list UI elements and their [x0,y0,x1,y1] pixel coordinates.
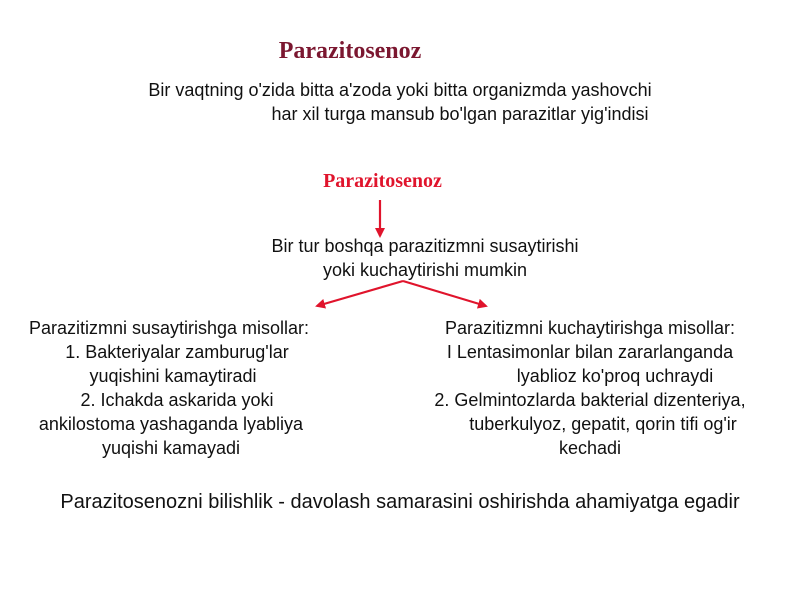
left-branch-line: yuqishi kamayadi [101,438,241,458]
left-branch [4,316,334,460]
right-branch [410,316,770,460]
center-node-title: Parazitosenoz [323,170,442,192]
arrow-to-left-branch [317,281,403,306]
conclusion-text: Parazitosenozni bilishlik - davolash samarasini oshirishda ahamiyatga egadir [60,491,740,513]
left-branch-line: yuqishini kamaytiradi [89,366,257,386]
left-branch-heading: Parazitizmni susaytirishga misollar: [28,318,310,338]
left-branch-line: ankilostoma yashaganda lyabliya [38,414,304,434]
right-branch-line: I Lentasimonlar bilan zararlanganda [446,342,734,362]
right-branch-line: tuberkulyoz, gepatit, qorin tifi og'ir [469,414,737,434]
right-branch-line: lyablioz ko'proq uchraydi [516,366,714,386]
right-branch-heading: Parazitizmni kuchaytirishga misollar: [444,318,736,338]
left-branch-line: 2. Ichakda askarida yoki [80,390,274,410]
effect-line-2: yoki kuchaytirishi mumkin [322,260,528,280]
right-branch-line: kechadi [558,438,622,458]
definition-line-2: har xil turga mansub bo'lgan parazitlar yig'indisi [271,104,649,124]
left-branch-line: 1. Bakteriyalar zamburug'lar [65,342,289,362]
arrow-to-right-branch [403,281,486,306]
definition-line-1: Bir vaqtning o'zida bitta a'zoda yoki bitta organizmda yashovchi [148,80,652,100]
effect-line-1: Bir tur boshqa parazitizmni susaytirishi [271,236,579,256]
page-title: Parazitosenoz [278,38,422,64]
right-branch-line: 2. Gelmintozlarda bakterial dizenteriya, [434,390,746,410]
